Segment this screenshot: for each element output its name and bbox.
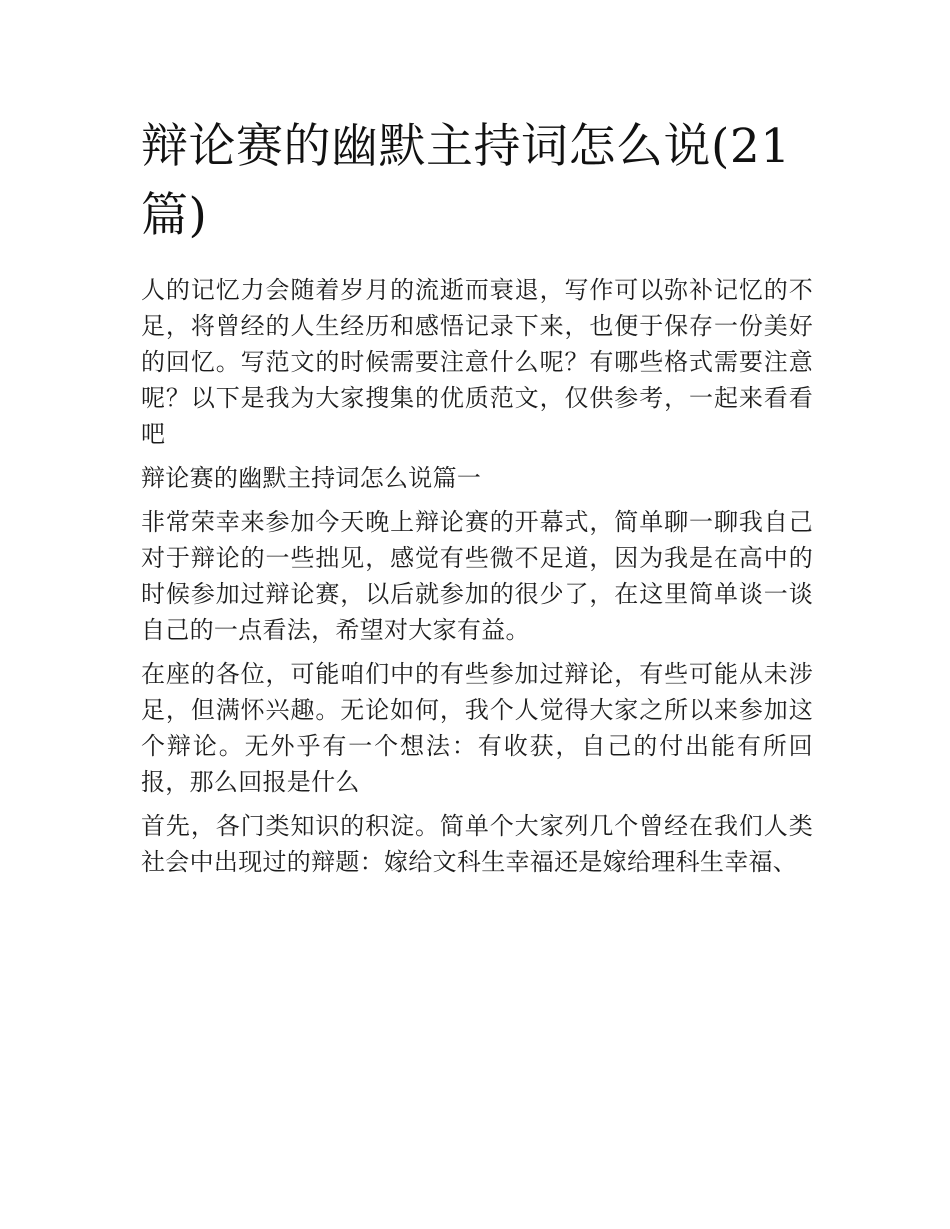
- document-title: 辩论赛的幽默主持词怎么说(21篇): [141, 119, 791, 244]
- intro-paragraph: 人的记忆力会随着岁月的流逝而衰退，写作可以弥补记忆的不足，将曾经的人生经历和感悟记录下来，也便于保存一份美好的回忆。写范文的时候需要注意什么呢？有哪些格式需要注意呢？以下是我为大家搜集的优质范文，仅供参考，一起来看看吧: [141, 276, 813, 449]
- body-paragraph: 在座的各位，可能咱们中的有些参加过辩论，有些可能从未涉足，但满怀兴趣。无论如何，我个人觉得大家之所以来参加这个辩论。无外乎有一个想法：有收获，自己的付出能有所回报，那么回报是什么: [141, 660, 813, 797]
- body-paragraph: 首先，各门类知识的积淀。简单个大家列几个曾经在我们人类社会中出现过的辩题：嫁给文科生幸福还是嫁给理科生幸福、: [141, 812, 813, 877]
- document-page: [141, 112, 813, 880]
- section-heading: 辩论赛的幽默主持词怎么说篇一: [141, 464, 482, 493]
- body-paragraph: 非常荣幸来参加今天晚上辩论赛的开幕式，简单聊一聊我自己对于辩论的一些拙见，感觉有些微不足道，因为我是在高中的时候参加过辩论赛，以后就参加的很少了，在这里简单谈一谈自己的一点看法，希望对大家有益。: [141, 508, 813, 645]
